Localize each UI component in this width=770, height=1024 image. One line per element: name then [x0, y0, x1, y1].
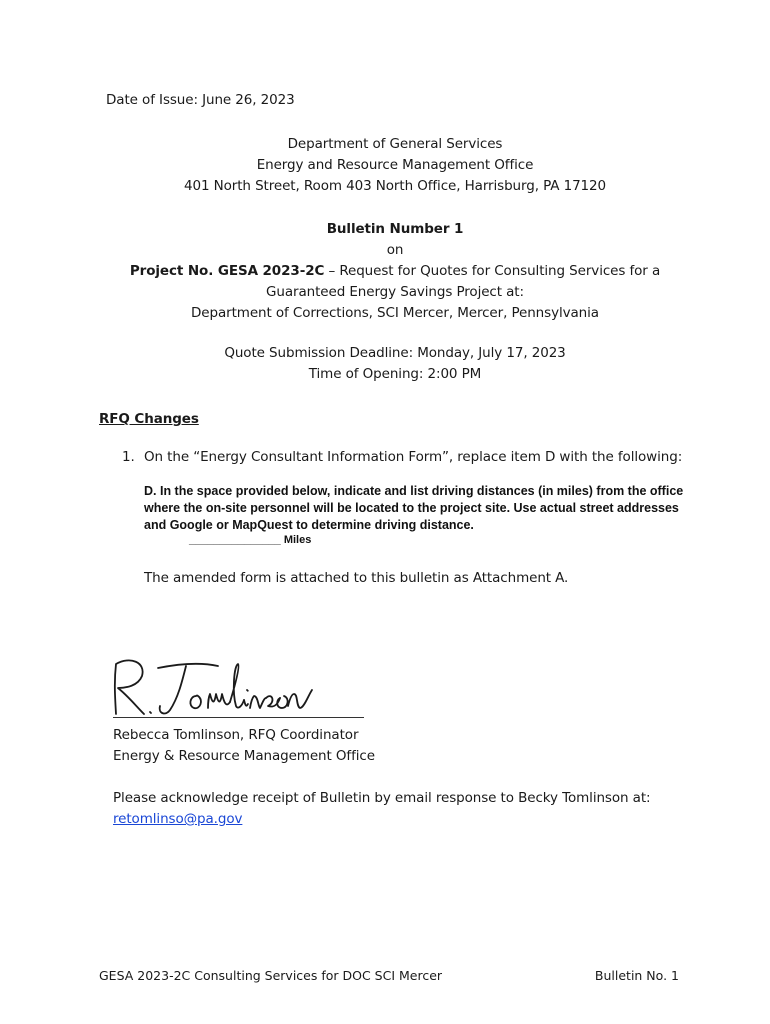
- item-text: On the “Energy Consultant Information Form”, replace item D with the following:: [144, 449, 683, 465]
- footer-bulletin-number: Bulletin No. 1: [594, 968, 679, 983]
- project-number: Project No. GESA 2023-2C: [129, 263, 325, 279]
- bulletin-title-block: [0, 219, 770, 324]
- handwritten-signature: [108, 652, 368, 722]
- signature-line: [113, 717, 364, 718]
- header-department: Department of General Services: [287, 136, 503, 152]
- amended-form-note: The amended form is attached to this bulletin as Attachment A.: [144, 570, 569, 586]
- project-description: – Request for Quotes for Consulting Services for a: [324, 263, 661, 279]
- project-location: Department of Corrections, SCI Mercer, Mercer, Pennsylvania: [191, 305, 599, 321]
- miles-blank-line: _______________ Miles: [189, 534, 312, 546]
- deadline-block: [0, 343, 770, 385]
- signer-block: [113, 725, 375, 767]
- acknowledgement-block: [113, 788, 650, 830]
- issuer-header: [0, 134, 770, 197]
- submission-deadline: Quote Submission Deadline: Monday, July 17, 2023: [224, 345, 566, 361]
- time-of-opening: Time of Opening: 2:00 PM: [308, 366, 482, 382]
- change-item-1: [122, 447, 682, 468]
- signer-name: Rebecca Tomlinson, RFQ Coordinator: [113, 727, 359, 743]
- acknowledgement-text: Please acknowledge receipt of Bulletin by email response to Becky Tomlinson at:: [113, 790, 651, 806]
- signer-office: Energy & Resource Management Office: [113, 748, 375, 764]
- header-address: 401 North Street, Room 403 North Office, Harrisburg, PA 17120: [183, 178, 607, 194]
- bulletin-on: on: [386, 242, 404, 258]
- email-link[interactable]: retomlinso@pa.gov: [113, 811, 243, 827]
- project-line: [0, 261, 770, 282]
- footer-project: GESA 2023-2C Consulting Services for DOC SCI Mercer: [99, 968, 443, 983]
- header-office: Energy and Resource Management Office: [256, 157, 534, 173]
- rfq-changes-heading: RFQ Changes: [99, 411, 199, 427]
- bulletin-number: Bulletin Number 1: [326, 221, 464, 237]
- project-line-2: Guaranteed Energy Savings Project at:: [266, 284, 524, 300]
- item-number: 1.: [122, 449, 135, 465]
- date-of-issue: Date of Issue: June 26, 2023: [106, 92, 295, 108]
- replacement-item-d: D. In the space provided below, indicate and list driving distances (in miles) from the office where the on-site personnel will be located to the project site. Use actual street addresses and Google or MapQuest to determine driving distance.: [144, 484, 684, 532]
